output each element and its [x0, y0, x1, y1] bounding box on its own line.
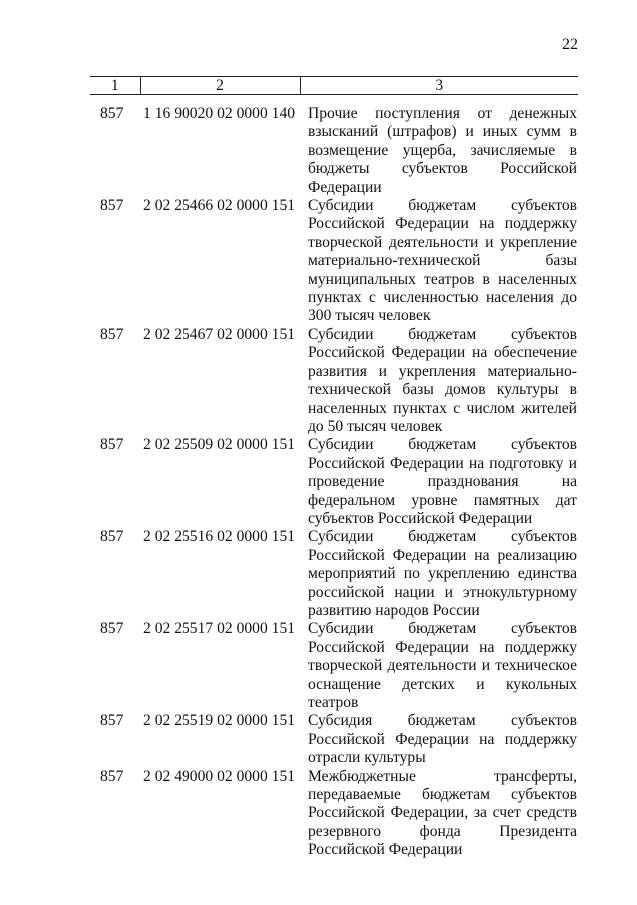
column-header-2: 2 — [140, 77, 300, 95]
admin-code-cell: 857 — [100, 620, 124, 638]
column-header-1: 1 — [90, 77, 140, 95]
revenue-classification-table — [90, 76, 578, 860]
kbk-code-cell: 2 02 25509 02 0000 151 — [143, 436, 296, 454]
column-header-3: 3 — [300, 77, 578, 95]
table-row — [90, 620, 578, 712]
table-body — [90, 95, 578, 860]
table-row — [90, 197, 578, 326]
table-row — [90, 768, 578, 860]
table-row — [90, 712, 578, 767]
description-cell: Межбюджетные трансферты, передаваемые бюджетам субъектов Российской Федерации, за счет средств резервного фонда Президента Российской Федерации — [308, 767, 577, 859]
admin-code-cell: 857 — [100, 105, 124, 122]
kbk-code-cell: 2 02 25467 02 0000 151 — [143, 325, 296, 343]
admin-code-cell: 857 — [100, 325, 124, 343]
kbk-code-cell: 2 02 25516 02 0000 151 — [143, 528, 296, 546]
description-cell: Субсидия бюджетам субъектов Российской Федерации на поддержку отрасли культуры — [308, 712, 577, 767]
description-cell: Прочие поступления от денежных взысканий (штрафов) и иных сумм в возмещение ущерба, зачисляемые в бюджеты субъектов Российской Федерации — [308, 105, 577, 196]
admin-code-cell: 857 — [100, 767, 124, 785]
table-header — [90, 77, 578, 95]
description-cell: Субсидии бюджетам субъектов Российской Федерации на поддержку творческой деятельности и укрепление материально-технической базы муниципальных театров в населенных пунктах с численностью населения до 300 тысяч человек — [308, 197, 577, 325]
kbk-code-cell: 2 02 49000 02 0000 151 — [143, 767, 296, 785]
table-row — [90, 436, 578, 528]
admin-code-cell: 857 — [100, 197, 124, 215]
kbk-code-cell: 1 16 90020 02 0000 140 — [143, 105, 296, 122]
header-row — [90, 77, 578, 95]
table-row — [90, 326, 578, 436]
kbk-code-cell: 2 02 25517 02 0000 151 — [143, 620, 296, 638]
admin-code-cell: 857 — [100, 712, 124, 730]
description-cell: Субсидии бюджетам субъектов Российской Федерации на обеспечение развития и укрепления материально-технической базы домов культуры в населенных пунктах с числом жителей до 50 тысяч человек — [308, 325, 577, 435]
admin-code-cell: 857 — [100, 528, 124, 546]
table-row — [90, 95, 578, 198]
admin-code-cell: 857 — [100, 436, 124, 454]
kbk-code-cell: 2 02 25466 02 0000 151 — [143, 197, 296, 215]
description-cell: Субсидии бюджетам субъектов Российской Федерации на подготовку и проведение празднования на федеральном уровне памятных дат субъектов Российской Федерации — [308, 436, 577, 527]
kbk-code-cell: 2 02 25519 02 0000 151 — [143, 712, 296, 730]
description-cell: Субсидии бюджетам субъектов Российской Федерации на поддержку творческой деятельности и техническое оснащение детских и кукольных театров — [308, 620, 577, 711]
table-row — [90, 528, 578, 620]
page-number: 22 — [562, 36, 578, 53]
description-cell: Субсидии бюджетам субъектов Российской Федерации на реализацию мероприятий по укреплению единства российской нации и этнокультурному развитию народов России — [308, 528, 577, 619]
